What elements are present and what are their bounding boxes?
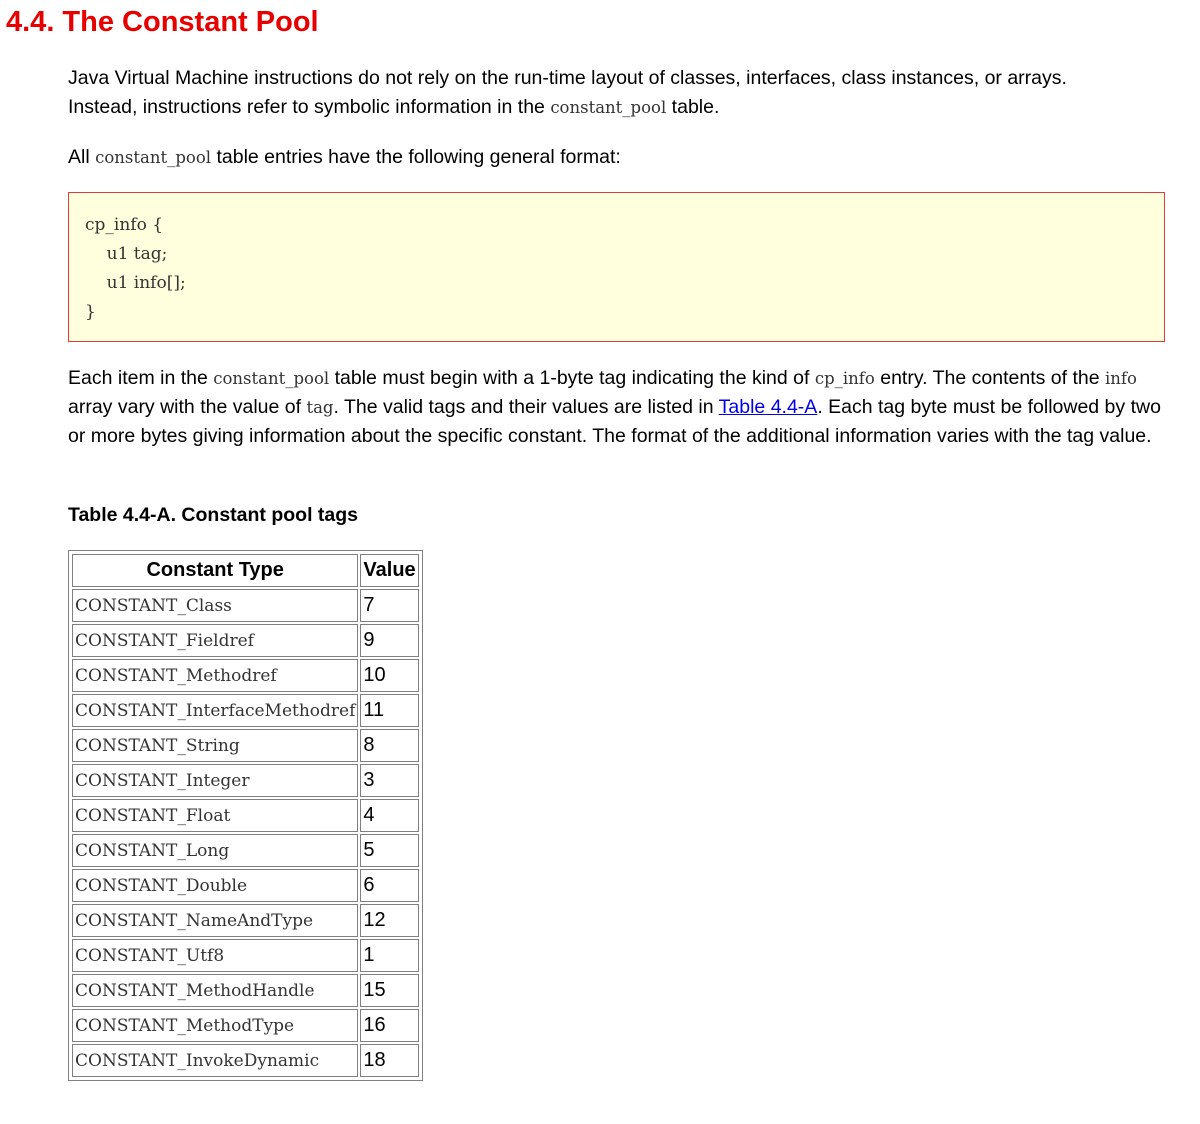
value-cell: 18 bbox=[360, 1044, 418, 1077]
constant-type-cell: CONSTANT_InterfaceMethodref bbox=[72, 694, 358, 727]
value-cell: 16 bbox=[360, 1009, 418, 1042]
constant-type-cell: CONSTANT_Long bbox=[72, 834, 358, 867]
table-row bbox=[72, 904, 419, 937]
table-row bbox=[72, 1044, 419, 1077]
table-caption: Table 4.4-A. Constant pool tags bbox=[68, 504, 358, 526]
format-post: table entries have the following general format: bbox=[211, 146, 621, 168]
constant-type-cell: CONSTANT_Utf8 bbox=[72, 939, 358, 972]
table-row bbox=[72, 589, 419, 622]
description-paragraph bbox=[68, 364, 1178, 451]
table-row bbox=[72, 974, 419, 1007]
constant-pool-tags-table bbox=[70, 552, 421, 1079]
header-constant-type: Constant Type bbox=[72, 554, 358, 587]
code-block-text: cp_info { u1 tag; u1 info[]; } bbox=[85, 215, 186, 322]
constant-type-cell: CONSTANT_Methodref bbox=[72, 659, 358, 692]
intro-paragraph bbox=[68, 64, 1178, 122]
table-header-row bbox=[72, 554, 419, 587]
intro-line2-pre: Instead, instructions refer to symbolic information in the bbox=[68, 96, 551, 118]
value-cell: 8 bbox=[360, 729, 418, 762]
section-title: 4.4. The Constant Pool bbox=[6, 6, 319, 38]
table-row bbox=[72, 659, 419, 692]
desc-code-info: info bbox=[1105, 369, 1137, 388]
value-cell: 9 bbox=[360, 624, 418, 657]
constant-type-cell: CONSTANT_NameAndType bbox=[72, 904, 358, 937]
value-cell: 5 bbox=[360, 834, 418, 867]
table-row bbox=[72, 694, 419, 727]
constant-type-cell: CONSTANT_MethodHandle bbox=[72, 974, 358, 1007]
value-cell: 12 bbox=[360, 904, 418, 937]
constant-type-cell: CONSTANT_MethodType bbox=[72, 1009, 358, 1042]
desc-text-1: Each item in the bbox=[68, 367, 214, 389]
value-cell: 11 bbox=[360, 694, 418, 727]
desc-code-tag: tag bbox=[306, 398, 334, 417]
desc-text-6: . Each tag byte must be followed by two or more bytes giving information about the specific constant. The format of the additional information varies with the tag value. bbox=[68, 396, 1161, 447]
constant-type-cell: CONSTANT_String bbox=[72, 729, 358, 762]
table-row bbox=[72, 764, 419, 797]
value-cell: 4 bbox=[360, 799, 418, 832]
constant-pool-tags-table-frame bbox=[68, 550, 423, 1081]
header-value: Value bbox=[360, 554, 418, 587]
value-cell: 6 bbox=[360, 869, 418, 902]
format-paragraph bbox=[68, 143, 1178, 172]
intro-line1: Java Virtual Machine instructions do not rely on the run-time layout of classes, interfaces, class instances, or arrays. bbox=[68, 67, 1067, 89]
desc-code-cp-info: cp_info bbox=[814, 369, 875, 388]
desc-text-5: . The valid tags and their values are listed in bbox=[333, 396, 719, 418]
desc-text-2: table must begin with a 1-byte tag indicating the kind of bbox=[329, 367, 815, 389]
desc-text-3: entry. The contents of the bbox=[874, 367, 1105, 389]
table-row bbox=[72, 799, 419, 832]
constant-type-cell: CONSTANT_InvokeDynamic bbox=[72, 1044, 358, 1077]
constant-type-cell: CONSTANT_Fieldref bbox=[72, 624, 358, 657]
table-row bbox=[72, 834, 419, 867]
format-code-constant-pool: constant_pool bbox=[95, 148, 212, 167]
desc-code-constant-pool: constant_pool bbox=[213, 369, 330, 388]
constant-type-cell: CONSTANT_Double bbox=[72, 869, 358, 902]
value-cell: 7 bbox=[360, 589, 418, 622]
value-cell: 15 bbox=[360, 974, 418, 1007]
table-4-4-a-link[interactable]: Table 4.4-A bbox=[718, 396, 818, 418]
constant-type-cell: CONSTANT_Class bbox=[72, 589, 358, 622]
table-row bbox=[72, 869, 419, 902]
table-row bbox=[72, 1009, 419, 1042]
constant-type-cell: CONSTANT_Float bbox=[72, 799, 358, 832]
table-row bbox=[72, 729, 419, 762]
constant-type-cell: CONSTANT_Integer bbox=[72, 764, 358, 797]
intro-code-constant-pool: constant_pool bbox=[550, 98, 667, 117]
table-row bbox=[72, 624, 419, 657]
code-block bbox=[68, 192, 1165, 342]
value-cell: 1 bbox=[360, 939, 418, 972]
value-cell: 3 bbox=[360, 764, 418, 797]
table-row bbox=[72, 939, 419, 972]
value-cell: 10 bbox=[360, 659, 418, 692]
desc-text-4: array vary with the value of bbox=[68, 396, 307, 418]
format-pre: All bbox=[68, 146, 96, 168]
intro-line2-post: table. bbox=[666, 96, 720, 118]
